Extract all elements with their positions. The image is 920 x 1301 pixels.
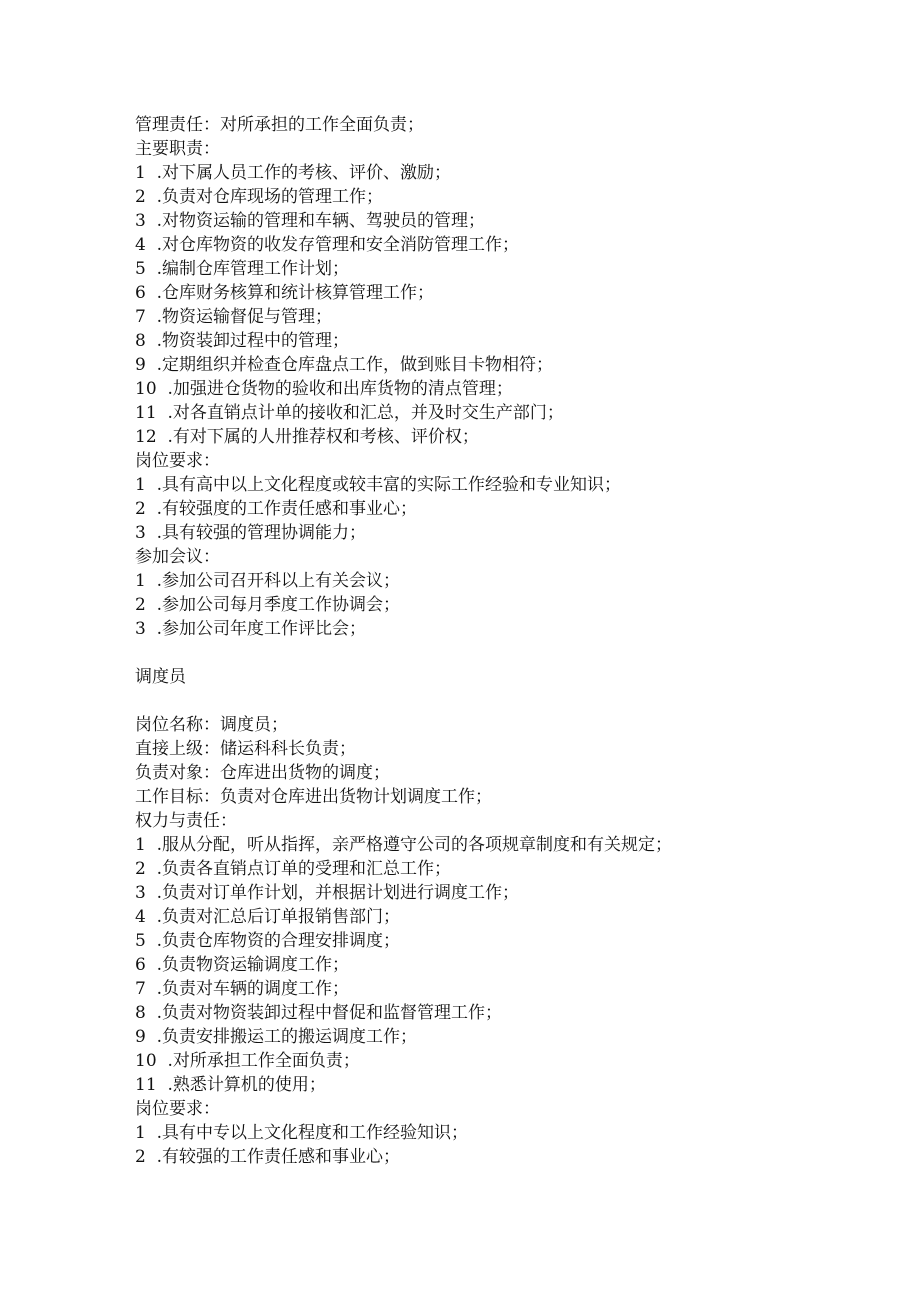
- meetings-heading: 参加会议：: [135, 547, 220, 567]
- list-item: 2 .参加公司每月季度工作协调会；: [135, 595, 401, 615]
- list-item: 2 .有较强的工作责任感和事业心；: [135, 1147, 401, 1167]
- list-item: 3 .参加公司年度工作评比会；: [135, 619, 367, 639]
- position-name: 岗位名称：调度员；: [135, 715, 288, 735]
- spacer: [135, 641, 895, 665]
- list-item: 7 .负责对车辆的调度工作；: [135, 979, 350, 999]
- list-item: 1 .服从分配，听从指挥，亲严格遵守公司的各项规章制度和有关规定；: [135, 835, 673, 855]
- management-responsibility: 管理责任：对所承担的工作全面负责；: [135, 115, 424, 135]
- list-item: 9 .负责安排搬运工的搬运调度工作；: [135, 1027, 418, 1047]
- responsible-object: 负责对象：仓库进出货物的调度；: [135, 763, 390, 783]
- list-item: 4 .对仓库物资的收发存管理和安全消防管理工作；: [135, 235, 520, 255]
- list-item: 6 .仓库财务核算和统计核算管理工作；: [135, 283, 435, 303]
- spacer: [135, 689, 895, 713]
- list-item: 6 .负责物资运输调度工作；: [135, 955, 350, 975]
- list-item: 1 .具有中专以上文化程度和工作经验知识；: [135, 1123, 469, 1143]
- powers-heading: 权力与责任：: [135, 811, 237, 831]
- list-item: 8 .负责对物资装卸过程中督促和监督管理工作；: [135, 1003, 503, 1023]
- requirements-heading: 岗位要求：: [135, 1099, 220, 1119]
- list-item: 9 .定期组织并检查仓库盘点工作，做到账目卡物相符；: [135, 355, 554, 375]
- list-item: 11 .熟悉计算机的使用；: [135, 1075, 326, 1095]
- list-item: 10 .加强进仓货物的验收和出库货物的清点管理；: [135, 379, 513, 399]
- list-item: 8 .物资装卸过程中的管理；: [135, 331, 350, 351]
- list-item: 2 .有较强度的工作责任感和事业心；: [135, 499, 418, 519]
- section-title: 调度员: [135, 667, 186, 687]
- duties-heading: 主要职责：: [135, 139, 220, 159]
- list-item: 3 .负责对订单作计划，并根据计划进行调度工作；: [135, 883, 520, 903]
- list-item: 1 .参加公司召开科以上有关会议；: [135, 571, 401, 591]
- requirements-heading: 岗位要求：: [135, 451, 220, 471]
- list-item: 11 .对各直销点计单的接收和汇总，并及时交生产部门；: [135, 403, 564, 423]
- work-goal: 工作目标：负责对仓库进出货物计划调度工作；: [135, 787, 492, 807]
- list-item: 10 .对所承担工作全面负责；: [135, 1051, 360, 1071]
- list-item: 5 .负责仓库物资的合理安排调度；: [135, 931, 401, 951]
- direct-supervisor: 直接上级：储运科科长负责；: [135, 739, 356, 759]
- list-item: 2 .负责各直销点订单的受理和汇总工作；: [135, 859, 452, 879]
- list-item: 7 .物资运输督促与管理；: [135, 307, 333, 327]
- list-item: 1 .具有高中以上文化程度或较丰富的实际工作经验和专业知识；: [135, 475, 622, 495]
- list-item: 5 .编制仓库管理工作计划；: [135, 259, 350, 279]
- document-body: [135, 113, 895, 1169]
- list-item: 4 .负责对汇总后订单报销售部门；: [135, 907, 401, 927]
- list-item: 2 .负责对仓库现场的管理工作；: [135, 187, 384, 207]
- list-item: 3 .具有较强的管理协调能力；: [135, 523, 367, 543]
- list-item: 12 .有对下属的人卅推荐权和考核、评价权；: [135, 427, 479, 447]
- list-item: 3 .对物资运输的管理和车辆、驾驶员的管理；: [135, 211, 486, 231]
- list-item: 1 .对下属人员工作的考核、评价、激励；: [135, 163, 452, 183]
